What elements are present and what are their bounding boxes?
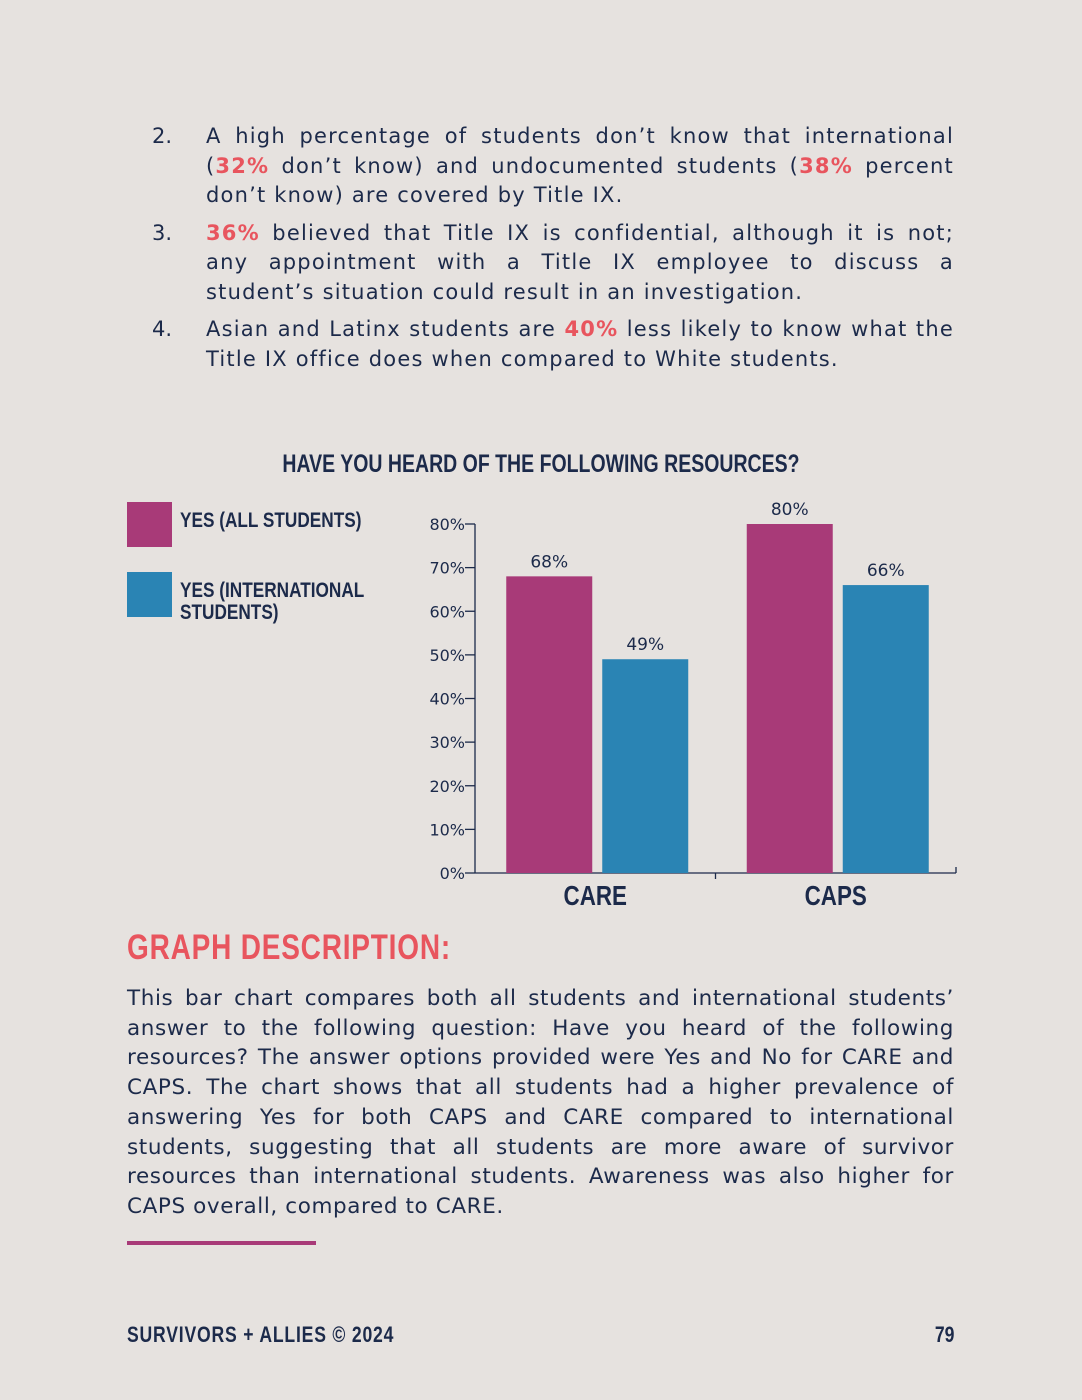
- y-tick-label: 20%: [429, 776, 465, 796]
- bar: [506, 576, 592, 873]
- data-label: 80%: [770, 500, 809, 520]
- chart-title: HAVE YOU HEARD OF THE FOLLOWING RESOURCES?: [282, 450, 800, 478]
- y-tick-label: 0%: [439, 864, 465, 883]
- list-number: 2.: [152, 124, 173, 148]
- y-tick-label: 80%: [429, 515, 465, 534]
- legend-label: YES (ALL STUDENTS): [180, 509, 362, 532]
- category-label: CAPS: [804, 880, 867, 912]
- list-text-segment: don’t know) and undocumented students (: [269, 153, 800, 178]
- divider: [127, 1241, 316, 1245]
- graph-description-body: This bar chart compares both all students and international students’ answer to the following question: Have you heard of the following resources? The answer options provided were Yes and No for CARE and CAPS. The chart shows that all students had a higher prevalence of answering Yes for both CAPS and CARE compared to international students, suggesting that all students are more aware of survivor resources than international students. Awareness was also higher for CAPS overall, compared to CARE.: [127, 986, 954, 1219]
- data-label: 66%: [866, 561, 905, 582]
- list-text-segment: believed that Title IX is confidential, although it is not; any appointment with a Title IX employee to discuss a student’s situation could result in an investigation.: [206, 220, 954, 304]
- bar: [602, 659, 688, 873]
- legend-label: YES (INTERNATIONAL STUDENTS): [180, 579, 365, 624]
- data-label: 68%: [530, 552, 569, 573]
- y-tick-label: 10%: [429, 820, 465, 840]
- highlight-stat: 36%: [206, 220, 260, 245]
- category-label: CARE: [563, 880, 627, 912]
- y-tick-label: 30%: [429, 733, 465, 753]
- list-number: 4.: [152, 317, 173, 341]
- list-text-segment: Asian and Latinx students are: [206, 317, 565, 341]
- list-number: 3.: [152, 220, 173, 245]
- y-tick-label: 50%: [429, 645, 465, 665]
- list-text-segment: percent don’t know) are covered by Title IX.: [206, 153, 954, 207]
- bar: [843, 585, 929, 873]
- data-label: 49%: [626, 635, 665, 656]
- highlight-stat: 38%: [799, 153, 853, 178]
- bar: [747, 524, 833, 873]
- page-number: 79: [934, 1322, 954, 1347]
- list-text-segment: less likely to know what the Title IX office does when compared to White students.: [206, 317, 954, 371]
- graph-description-heading: GRAPH DESCRIPTION:: [127, 928, 451, 967]
- y-tick-label: 60%: [429, 602, 465, 622]
- highlight-stat: 40%: [564, 317, 619, 341]
- y-tick-label: 70%: [429, 558, 465, 578]
- y-tick-label: 40%: [429, 689, 465, 709]
- footer-copyright: SURVIVORS + ALLIES © 2024: [127, 1322, 395, 1347]
- list-text-segment: A high percentage of students don’t know that international (: [206, 124, 954, 178]
- highlight-stat: 32%: [215, 153, 270, 178]
